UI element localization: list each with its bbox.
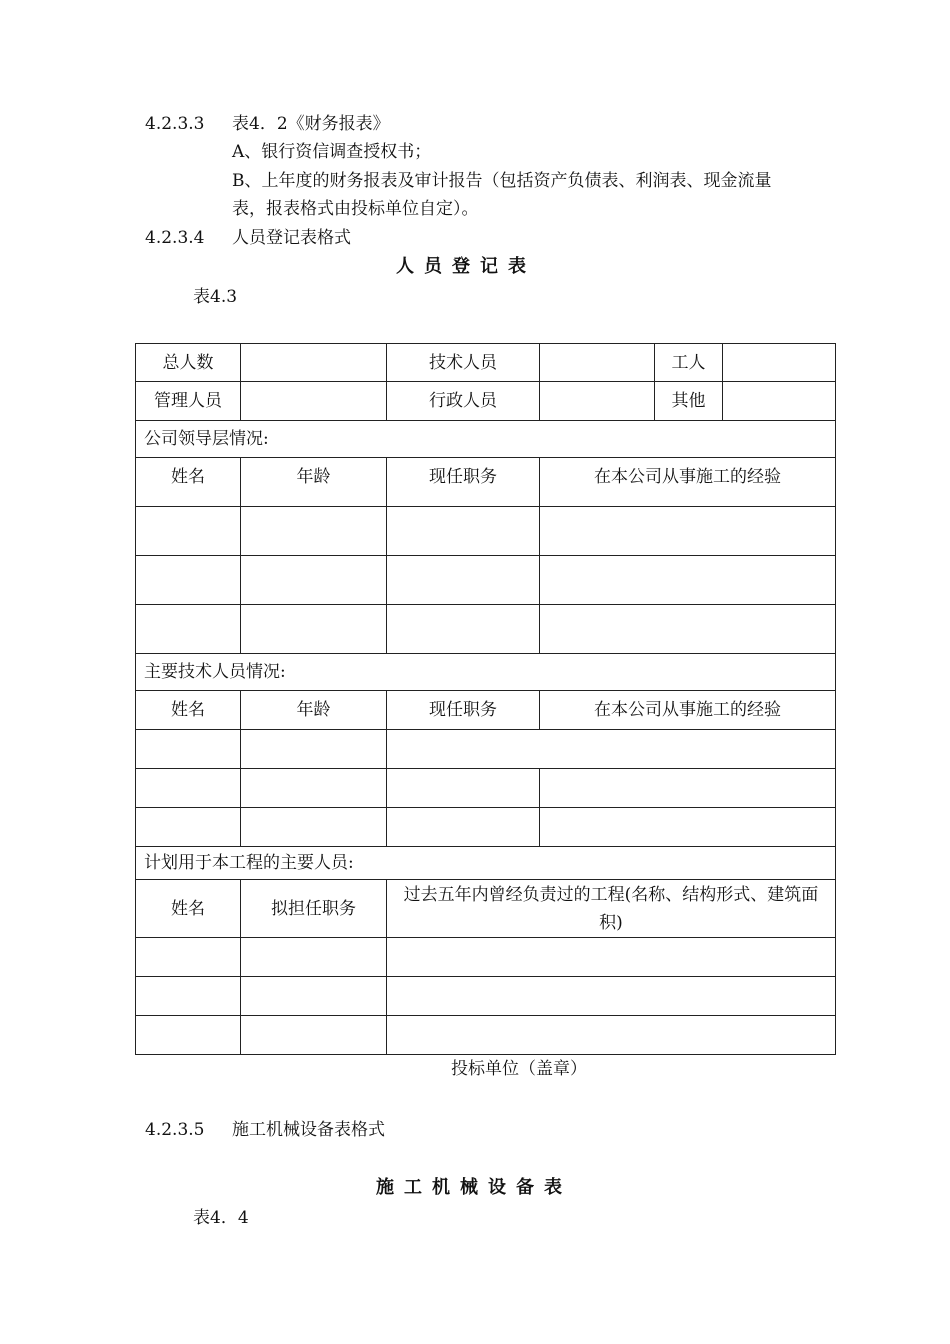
item-a: A、银行资信调查授权书； xyxy=(232,142,432,162)
cell[interactable] xyxy=(387,507,540,556)
table-row xyxy=(136,344,836,382)
header-planned-position: 拟担任职务 xyxy=(241,880,387,938)
section-title-4235: 施工机械设备表格式 xyxy=(232,1120,385,1140)
table-row xyxy=(136,938,836,977)
cell[interactable] xyxy=(387,605,540,654)
header-name: 姓名 xyxy=(136,880,241,938)
cell[interactable] xyxy=(241,769,387,808)
table-row xyxy=(136,847,836,880)
table-row xyxy=(136,421,836,458)
cell[interactable] xyxy=(136,1016,241,1055)
personnel-table-heading: 人员登记表 xyxy=(396,256,536,277)
cell[interactable] xyxy=(241,730,387,769)
label-workers: 工人 xyxy=(655,344,723,382)
personnel-table-number: 表4.3 xyxy=(193,287,238,307)
table-row xyxy=(136,458,836,507)
cell[interactable] xyxy=(241,556,387,605)
label-other: 其他 xyxy=(655,382,723,421)
table-row xyxy=(136,556,836,605)
cell[interactable] xyxy=(241,605,387,654)
header-age: 年龄 xyxy=(241,691,387,730)
header-experience: 在本公司从事施工的经验 xyxy=(540,458,836,507)
equipment-table-number: 表4．4 xyxy=(193,1208,249,1228)
cell[interactable] xyxy=(387,769,540,808)
value-management[interactable] xyxy=(241,382,387,421)
cell[interactable] xyxy=(387,730,836,769)
header-past-projects: 过去五年内曾经负责过的工程(名称、结构形式、建筑面积) xyxy=(387,880,836,938)
cell[interactable] xyxy=(136,808,241,847)
header-name: 姓名 xyxy=(136,691,241,730)
value-other[interactable] xyxy=(723,382,836,421)
label-admin-staff: 行政人员 xyxy=(387,382,540,421)
value-admin-staff[interactable] xyxy=(540,382,655,421)
value-total-staff[interactable] xyxy=(241,344,387,382)
cell[interactable] xyxy=(241,507,387,556)
cell[interactable] xyxy=(540,605,836,654)
table-row xyxy=(136,691,836,730)
cell[interactable] xyxy=(387,808,540,847)
section-number-4234: 4.2.3.4 xyxy=(145,228,205,248)
header-name: 姓名 xyxy=(136,458,241,507)
section-number-4235: 4.2.3.5 xyxy=(145,1120,205,1140)
cell[interactable] xyxy=(136,605,241,654)
tech-staff-section-label: 主要技术人员情况: xyxy=(136,654,836,691)
cell[interactable] xyxy=(241,977,387,1016)
table-row xyxy=(136,605,836,654)
section-number-4233: 4.2.3.3 xyxy=(145,114,205,134)
personnel-table xyxy=(135,343,836,1055)
cell[interactable] xyxy=(387,556,540,605)
value-workers[interactable] xyxy=(723,344,836,382)
cell[interactable] xyxy=(241,1016,387,1055)
cell[interactable] xyxy=(540,769,836,808)
table-row xyxy=(136,507,836,556)
equipment-table-heading: 施工机械设备表 xyxy=(376,1177,572,1198)
section-title-4234: 人员登记表格式 xyxy=(232,228,351,248)
seal-label: 投标单位（盖章） xyxy=(451,1059,587,1079)
table-row xyxy=(136,730,836,769)
table-row xyxy=(136,977,836,1016)
table-row xyxy=(136,769,836,808)
cell[interactable] xyxy=(387,938,836,977)
table-row xyxy=(136,808,836,847)
item-b-line1: B、上年度的财务报表及审计报告（包括资产负债表、利润表、现金流量 xyxy=(232,171,772,191)
value-tech-staff[interactable] xyxy=(540,344,655,382)
table-row xyxy=(136,880,836,938)
cell[interactable] xyxy=(136,977,241,1016)
cell[interactable] xyxy=(136,507,241,556)
table-row xyxy=(136,654,836,691)
cell[interactable] xyxy=(136,938,241,977)
cell[interactable] xyxy=(540,808,836,847)
header-position: 现任职务 xyxy=(387,458,540,507)
cell[interactable] xyxy=(136,556,241,605)
item-b-line2: 表，报表格式由投标单位自定）。 xyxy=(232,199,479,219)
cell[interactable] xyxy=(241,938,387,977)
label-total-staff: 总人数 xyxy=(136,344,241,382)
header-age: 年龄 xyxy=(241,458,387,507)
cell[interactable] xyxy=(387,1016,836,1055)
label-tech-staff: 技术人员 xyxy=(387,344,540,382)
header-position: 现任职务 xyxy=(387,691,540,730)
section-title-4233: 表4．2《财务报表》 xyxy=(232,114,390,134)
cell[interactable] xyxy=(540,556,836,605)
cell[interactable] xyxy=(387,977,836,1016)
cell[interactable] xyxy=(136,769,241,808)
planned-section-label: 计划用于本工程的主要人员: xyxy=(136,847,836,880)
leadership-section-label: 公司领导层情况: xyxy=(136,421,836,458)
table-row xyxy=(136,382,836,421)
label-management: 管理人员 xyxy=(136,382,241,421)
header-experience: 在本公司从事施工的经验 xyxy=(540,691,836,730)
cell[interactable] xyxy=(241,808,387,847)
cell[interactable] xyxy=(136,730,241,769)
cell[interactable] xyxy=(540,507,836,556)
table-row xyxy=(136,1016,836,1055)
